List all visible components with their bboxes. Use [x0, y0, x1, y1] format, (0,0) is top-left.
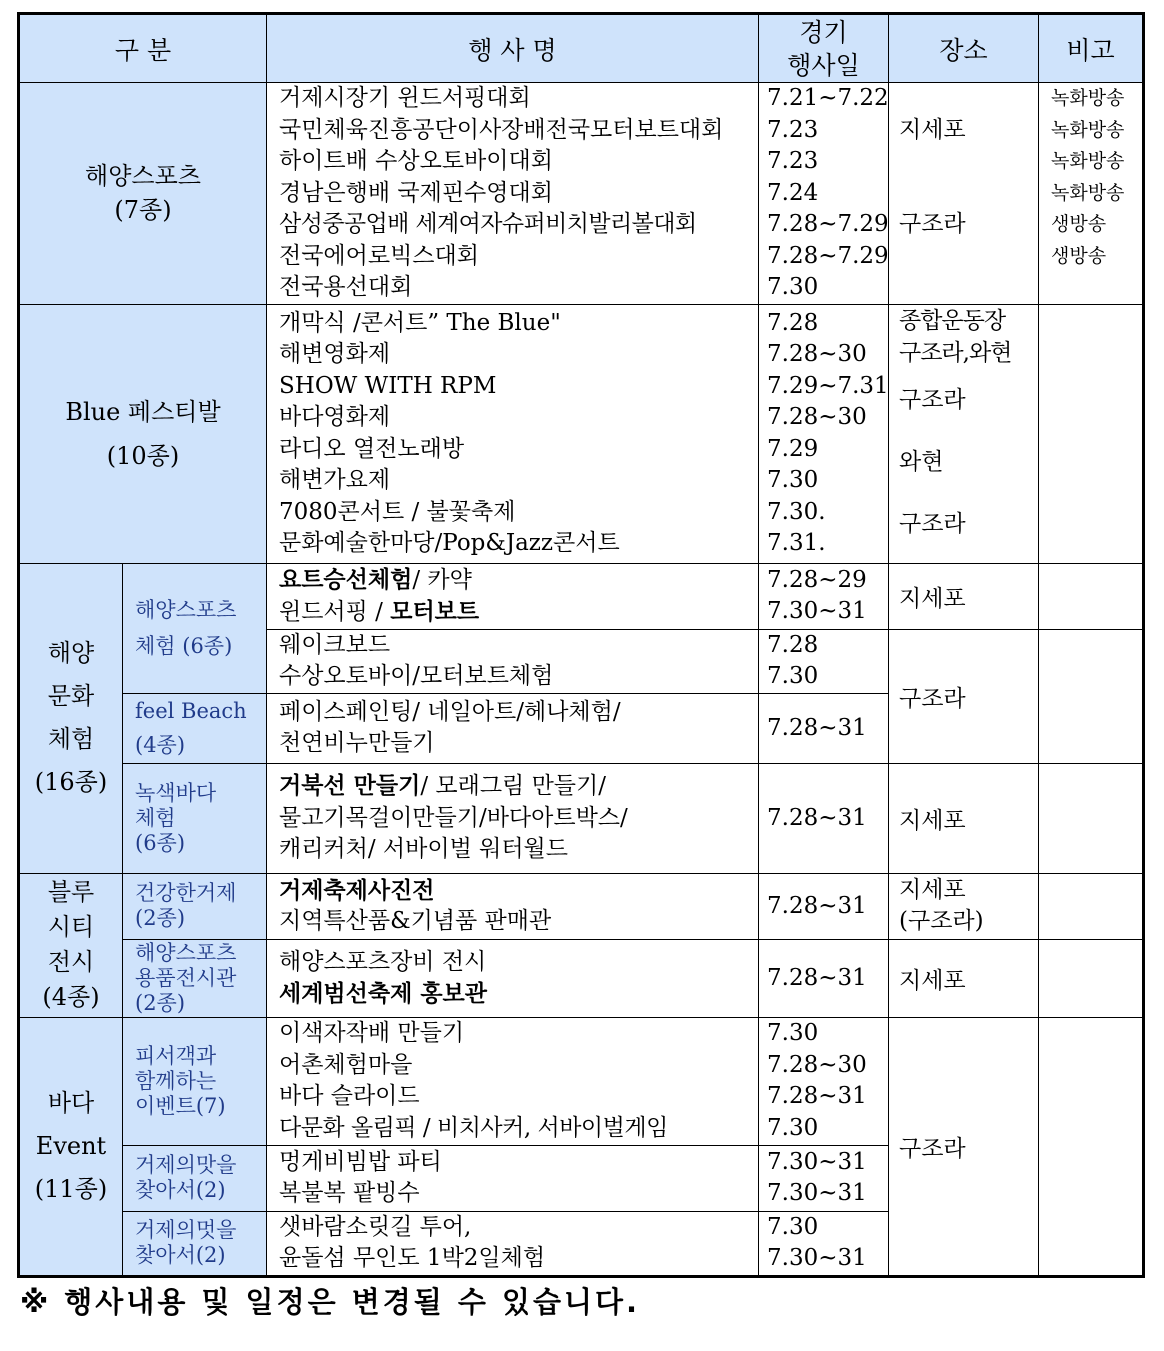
date: 7.28~31 — [759, 763, 889, 873]
place: 지세포 — [889, 563, 1039, 629]
date-list: 7.30 7.30~31 — [759, 1211, 889, 1276]
event-list: 이색자작배 만들기 어촌체험마을 바다 슬라이드 다문화 올림픽 / 비치사커, 서바이벌게임 — [267, 1017, 759, 1145]
subcategory-geoje-style: 거제의멋을 찾아서(2) — [123, 1211, 267, 1276]
header-place: 장소 — [889, 14, 1039, 83]
festival-schedule-table — [17, 12, 1145, 1278]
category-blue-festival: Blue 페스티발 (10종) — [19, 304, 267, 563]
place-list: 지세포 (구조라) — [889, 873, 1039, 939]
date-list: 7.28 7.28~30 7.29~7.31 7.28~30 7.29 7.30 7.30. 7.31. — [759, 304, 889, 563]
event-list: 거북선 만들기/ 모래그림 만들기/ 물고기목걸이만들기/바다아트박스/ 캐리커처/ 서바이벌 워터월드 — [267, 763, 759, 873]
place-list: 지세포 구조라 — [889, 83, 1039, 305]
category-sea-event: 바다 Event (11종) — [19, 1017, 123, 1276]
date-list: 7.21~7.22 7.23 7.23 7.24 7.28~7.29 7.28~7.29 7.30 — [759, 83, 889, 305]
table-row — [19, 763, 1144, 873]
category-blue-city-exhibit: 블루 시티 전시 (4종) — [19, 873, 123, 1017]
event-list: 페이스페인팅/ 네일아트/헤나체험/ 천연비누만들기 — [267, 693, 759, 763]
date: 7.28~31 — [759, 693, 889, 763]
place: 지세포 — [889, 763, 1039, 873]
table-row — [19, 304, 1144, 563]
place: 구조라 — [889, 1017, 1039, 1276]
subcategory-vacationer-event: 피서객과 함께하는 이벤트(7) — [123, 1017, 267, 1145]
place-list: 종합운동장 구조라,와현 구조라 와현 구조라 — [889, 304, 1039, 563]
subcategory-sports-goods: 해양스포츠 용품전시관 (2종) — [123, 939, 267, 1017]
date: 7.28~31 — [759, 939, 889, 1017]
table-row — [19, 939, 1144, 1017]
event-list: 웨이크보드 수상오토바이/모터보트체험 — [267, 629, 759, 693]
note-empty — [1039, 629, 1144, 763]
subcategory-feel-beach: feel Beach (4종) — [123, 693, 267, 763]
note-empty — [1039, 763, 1144, 873]
event-list: 거제축제사진전 지역특산품&기념품 판매관 — [267, 873, 759, 939]
event-list: 해양스포츠장비 전시 세계범선축제 홍보관 — [267, 939, 759, 1017]
event-list: 멍게비빔밥 파티 복불복 팥빙수 — [267, 1145, 759, 1211]
note-empty — [1039, 563, 1144, 629]
subcategory-sports-experience: 해양스포츠 체험 (6종) — [123, 563, 267, 693]
event-list: 요트승선체험/ 카약 윈드서핑 / 모터보트 — [267, 563, 759, 629]
place: 지세포 — [889, 939, 1039, 1017]
event-list: 거제시장기 윈드서핑대회 국민체육진흥공단이사장배전국모터보트대회 하이트배 수상오토바이대회 경남은행배 국제핀수영대회 삼성중공업배 세계여자슈퍼비치발리볼대회 전국에어로빅스대회 전국용선대회 — [267, 83, 759, 305]
subcategory-healthy-geoje: 건강한거제 (2종) — [123, 873, 267, 939]
header-date: 경기 행사일 — [759, 14, 889, 83]
date: 7.28~31 — [759, 873, 889, 939]
place: 구조라 — [889, 629, 1039, 763]
table-row — [19, 563, 1144, 629]
footer-note: ※ 행사내용 및 일정은 변경될 수 있습니다. — [20, 1285, 641, 1319]
category-marine-sports: 해양스포츠 (7종) — [19, 83, 267, 305]
subcategory-green-sea: 녹색바다 체험 (6종) — [123, 763, 267, 873]
date-list: 7.30~31 7.30~31 — [759, 1145, 889, 1211]
event-list: 샛바람소릿길 투어, 윤돌섬 무인도 1박2일체험 — [267, 1211, 759, 1276]
note-empty — [1039, 939, 1144, 1017]
table-row — [19, 1017, 1144, 1145]
subcategory-geoje-taste: 거제의맛을 찾아서(2) — [123, 1145, 267, 1211]
category-marine-culture: 해양 문화 체험 (16종) — [19, 563, 123, 873]
note-list: 녹화방송 녹화방송 녹화방송 녹화방송 생방송 생방송 — [1039, 83, 1144, 305]
header-event-name: 행 사 명 — [267, 14, 759, 83]
event-list: 개막식 /콘서트” The Blue" 해변영화제 SHOW WITH RPM 바다영화제 라디오 열전노래방 해변가요제 7080콘서트 / 불꽃축제 문화예술한마당/Pop&Jazz콘서트 — [267, 304, 759, 563]
table-header-row — [19, 14, 1144, 83]
note-empty — [1039, 1017, 1144, 1276]
date-list: 7.28 7.30 — [759, 629, 889, 693]
date-list: 7.28~29 7.30~31 — [759, 563, 889, 629]
note-empty — [1039, 304, 1144, 563]
note-empty — [1039, 873, 1144, 939]
table-row — [19, 873, 1144, 939]
header-note: 비고 — [1039, 14, 1144, 83]
date-list: 7.30 7.28~30 7.28~31 7.30 — [759, 1017, 889, 1145]
header-category: 구 분 — [19, 14, 267, 83]
table-row — [19, 83, 1144, 305]
